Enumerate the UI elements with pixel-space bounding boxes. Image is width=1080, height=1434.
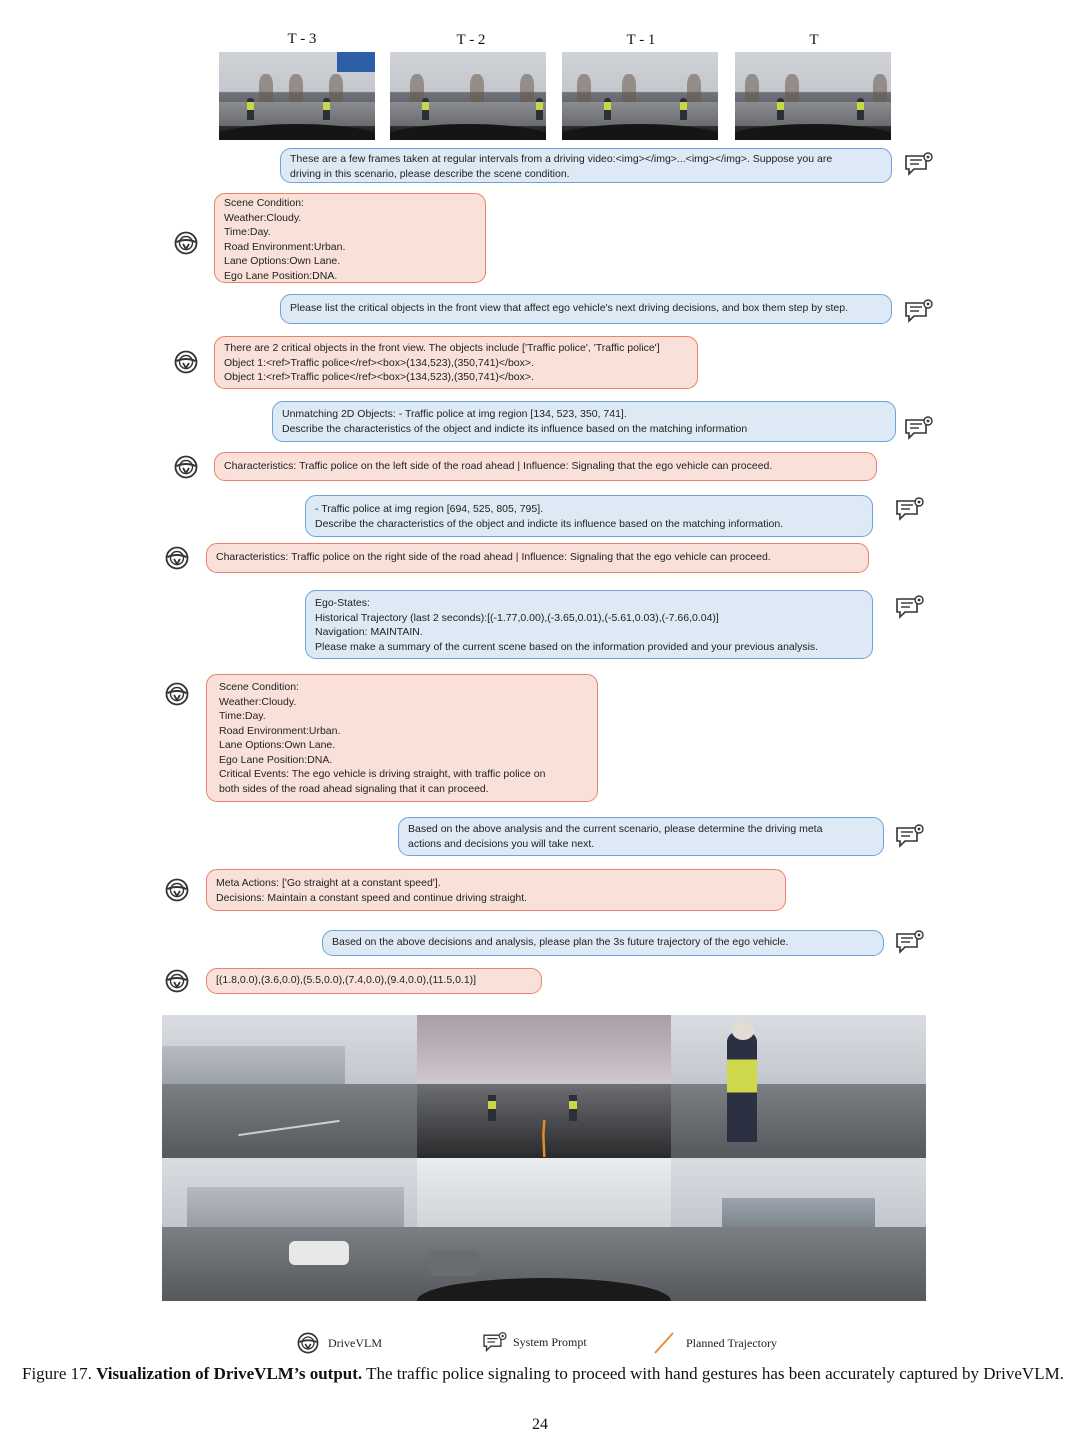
figure-caption (22, 1363, 1068, 1385)
steering-wheel-icon (174, 455, 198, 479)
camera-front-left (162, 1015, 417, 1158)
response-bubble-7: [(1.8,0.0),(3.6,0.0),(5.5,0.0),(7.4,0.0),(9.4,0.0),(11.5,0.1)] (206, 968, 542, 994)
system-prompt-icon (895, 929, 925, 955)
planned-trajectory-line (417, 1015, 672, 1158)
prompt-bubble-4: - Traffic police at img region [694, 525, 805, 795]. Describe the characteristics of the object and indicte its influence based on the matching information. (305, 495, 873, 537)
prompt-bubble-7: Based on the above decisions and analysis, please plan the 3s future trajectory of the ego vehicle. (322, 930, 884, 956)
steering-wheel-icon (165, 682, 189, 706)
caption-bold: Visualization of DriveVLM’s output. (96, 1364, 363, 1383)
frame-label-t: T (809, 32, 819, 48)
legend-system-prompt-label: System Prompt (513, 1335, 587, 1349)
response-bubble-1: Scene Condition: Weather:Cloudy. Time:Day. Road Environment:Urban. Lane Options:Own Lane. Ego Lane Position:DNA. (214, 193, 486, 283)
camera-front-right (671, 1015, 926, 1158)
frame-image-t1 (562, 52, 718, 140)
response-bubble-4: Characteristics: Traffic police on the right side of the road ahead | Influence: Signaling that the ego vehicle can proceed. (206, 543, 869, 573)
legend-drivevlm-label: DriveVLM (328, 1336, 382, 1350)
response-bubble-3: Characteristics: Traffic police on the left side of the road ahead | Influence: Signaling that the ego vehicle can proceed. (214, 452, 877, 481)
system-prompt-icon (904, 415, 934, 441)
system-prompt-icon (904, 151, 934, 177)
camera-back (417, 1158, 672, 1301)
prompt-bubble-5: Ego-States: Historical Trajectory (last 2 seconds):[(-1.77,0.00),(-3.65,0.01),(-5.61,0.03),(-7.66,0.04)] Navigation: MAINTAIN. Please make a summary of the current scene based on the information provided and your previous analysis. (305, 590, 873, 659)
steering-wheel-icon (165, 878, 189, 902)
response-bubble-2: There are 2 critical objects in the front view. The objects include ['Traffic police', 'Traffic police'] Object 1:<ref>Traffic police</ref><box>(134,523),(350,741)</box>. Object 1:<ref>Traffic police</ref><box>(134,523),(350,741)</box>. (214, 336, 698, 389)
steering-wheel-icon (165, 546, 189, 570)
response-bubble-5: Scene Condition: Weather:Cloudy. Time:Day. Road Environment:Urban. Lane Options:Own Lane. Ego Lane Position:DNA. Critical Events: The ego vehicle is driving straight, with traffic police on both sides of the road ahead signaling that it can proceed. (206, 674, 598, 802)
frame-image-t3 (219, 52, 375, 140)
camera-back-right (671, 1158, 926, 1301)
system-prompt-icon (895, 823, 925, 849)
caption-text: The traffic police signaling to proceed with hand gestures has been accurately captured by DriveVLM. (366, 1364, 1064, 1383)
response-bubble-6: Meta Actions: ['Go straight at a constant speed']. Decisions: Maintain a constant speed and continue driving straight. (206, 869, 786, 911)
steering-wheel-icon (174, 231, 198, 255)
frame-label-t3: T - 3 (287, 31, 317, 47)
prompt-bubble-1: These are a few frames taken at regular intervals from a driving video:<img></img>...<img></img>. Suppose you are driving in this scenario, please describe the scene condition. (280, 148, 892, 183)
system-prompt-icon (482, 1331, 508, 1353)
prompt-bubble-6: Based on the above analysis and the current scenario, please determine the driving meta actions and decisions you will take next. (398, 817, 884, 856)
frame-image-t2 (390, 52, 546, 140)
frame-label-t2: T - 2 (456, 32, 486, 48)
steering-wheel-icon (297, 1332, 319, 1354)
system-prompt-icon (895, 496, 925, 522)
prompt-bubble-3: Unmatching 2D Objects: - Traffic police at img region [134, 523, 350, 741]. Describe the characteristics of the object and indicte its influence based on the matching information (272, 401, 896, 442)
frame-image-t (735, 52, 891, 140)
steering-wheel-icon (165, 969, 189, 993)
camera-front (417, 1015, 672, 1158)
surround-camera-grid (162, 1015, 926, 1301)
page-number: 24 (532, 1416, 548, 1433)
camera-back-left (162, 1158, 417, 1301)
system-prompt-icon (895, 594, 925, 620)
steering-wheel-icon (174, 350, 198, 374)
legend-planned-trajectory-label: Planned Trajectory (686, 1336, 777, 1350)
system-prompt-icon (904, 298, 934, 324)
prompt-bubble-2: Please list the critical objects in the front view that affect ego vehicle's next driving decisions, and box them step by step. (280, 294, 892, 324)
caption-label: Figure 17. (22, 1364, 92, 1383)
frame-label-t1: T - 1 (626, 32, 656, 48)
trajectory-line-icon (652, 1331, 676, 1355)
